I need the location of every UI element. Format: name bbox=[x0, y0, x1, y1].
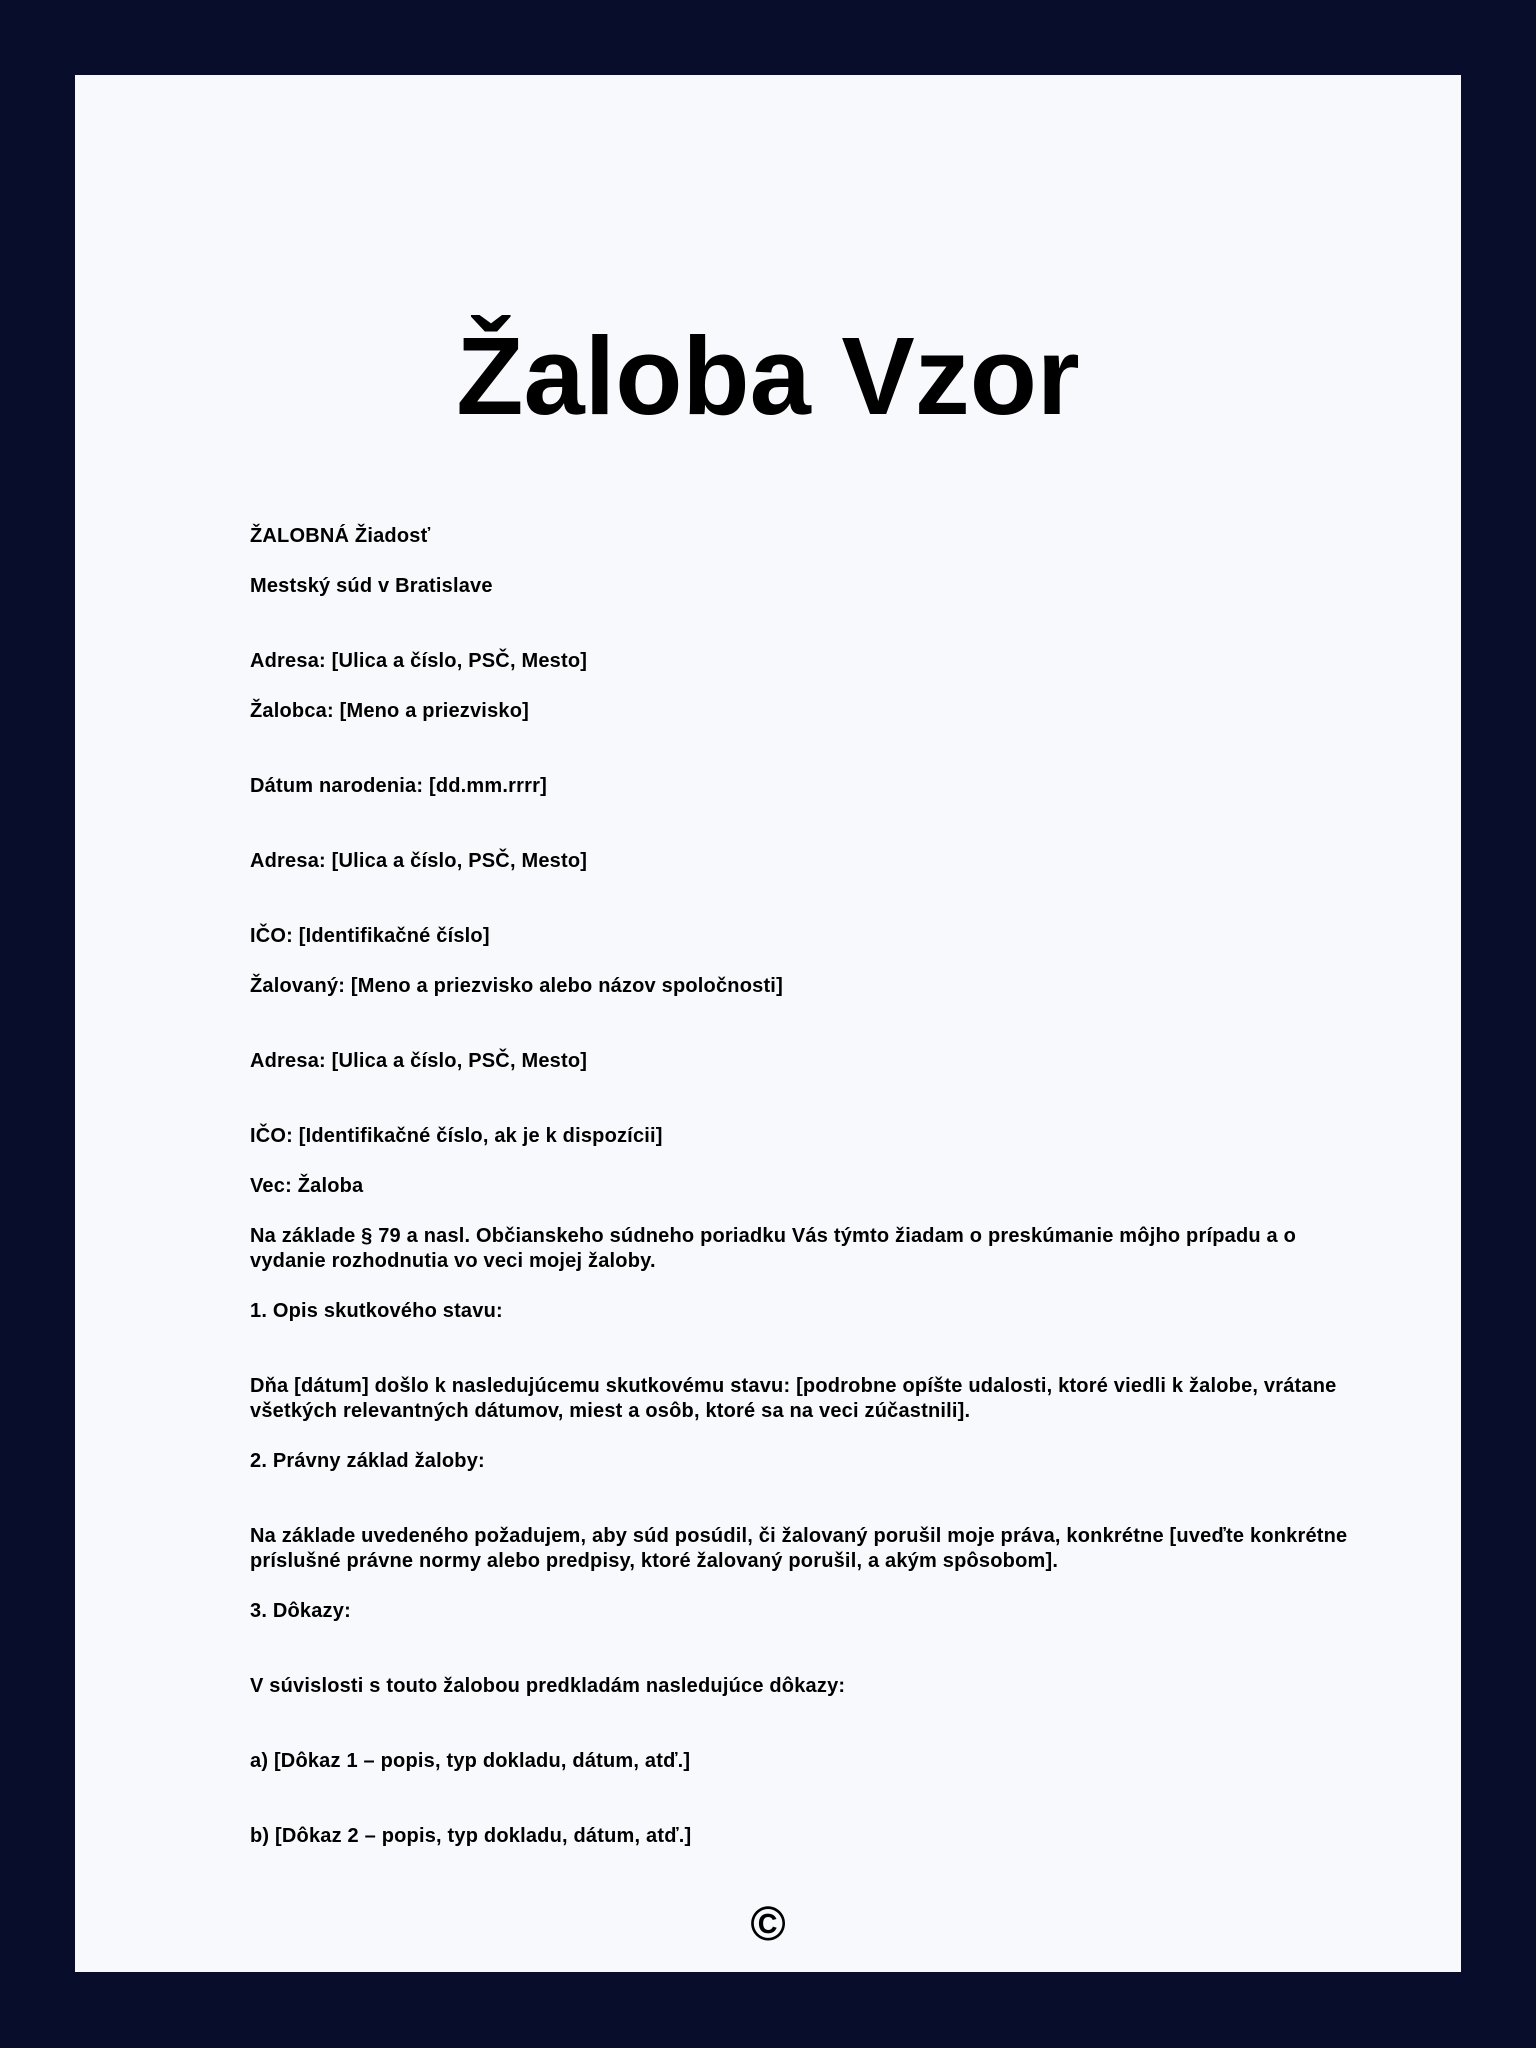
defendant-ico: IČO: [Identifikačné číslo, ak je k dispozícii] bbox=[250, 1125, 663, 1147]
evidence-item: a) [Dôkaz 1 – popis, typ dokladu, dátum, atď.] bbox=[250, 1750, 691, 1772]
court-name: Mestský súd v Bratislave bbox=[250, 575, 493, 597]
plaintiff-name: Žalobca: [Meno a priezvisko] bbox=[250, 700, 529, 722]
intro-paragraph: Na základe § 79 a nasl. Občianskeho súdneho poriadku Vás týmto žiadam o preskúmanie môjho prípadu a o vydanie rozhodnutia vo veci mojej žaloby. bbox=[250, 1225, 1297, 1272]
plaintiff-address: Adresa: [Ulica a číslo, PSČ, Mesto] bbox=[250, 850, 588, 872]
document-title: Žaloba Vzor bbox=[456, 315, 1080, 438]
evidence-item: b) [Dôkaz 2 – popis, typ dokladu, dátum, atď.] bbox=[250, 1825, 692, 1847]
document-body bbox=[250, 524, 1360, 1849]
section-3-heading: 3. Dôkazy: bbox=[250, 1600, 351, 1622]
copyright-icon: © bbox=[750, 1898, 786, 1951]
plaintiff-ico: IČO: [Identifikačné číslo] bbox=[250, 925, 490, 947]
section-1-heading: 1. Opis skutkového stavu: bbox=[250, 1300, 503, 1322]
doc-heading: ŽALOBNÁ Žiadosť bbox=[250, 525, 431, 547]
section-1-text: Dňa [dátum] došlo k nasledujúcemu skutkovému stavu: [podrobne opíšte udalosti, ktoré viedli k žalobe, vrátane všetkých relevantných dátumov, miest a osôb, ktoré sa na veci zúčastnili]. bbox=[250, 1375, 1337, 1422]
subject-line: Vec: Žaloba bbox=[250, 1175, 364, 1197]
defendant-address: Adresa: [Ulica a číslo, PSČ, Mesto] bbox=[250, 1050, 588, 1072]
section-2-text: Na základe uvedeného požadujem, aby súd posúdil, či žalovaný porušil moje práva, konkrétne [uveďte konkrétne príslušné právne normy alebo predpisy, ktoré žalovaný porušil, a akým spôsobom]. bbox=[250, 1525, 1348, 1572]
defendant-name: Žalovaný: [Meno a priezvisko alebo názov spoločnosti] bbox=[250, 975, 783, 997]
plaintiff-birthdate: Dátum narodenia: [dd.mm.rrrr] bbox=[250, 775, 547, 797]
document-page bbox=[75, 75, 1461, 1972]
section-2-heading: 2. Právny základ žaloby: bbox=[250, 1450, 485, 1472]
section-3-text: V súvislosti s touto žalobou predkladám nasledujúce dôkazy: bbox=[250, 1675, 846, 1697]
court-address: Adresa: [Ulica a číslo, PSČ, Mesto] bbox=[250, 650, 588, 672]
